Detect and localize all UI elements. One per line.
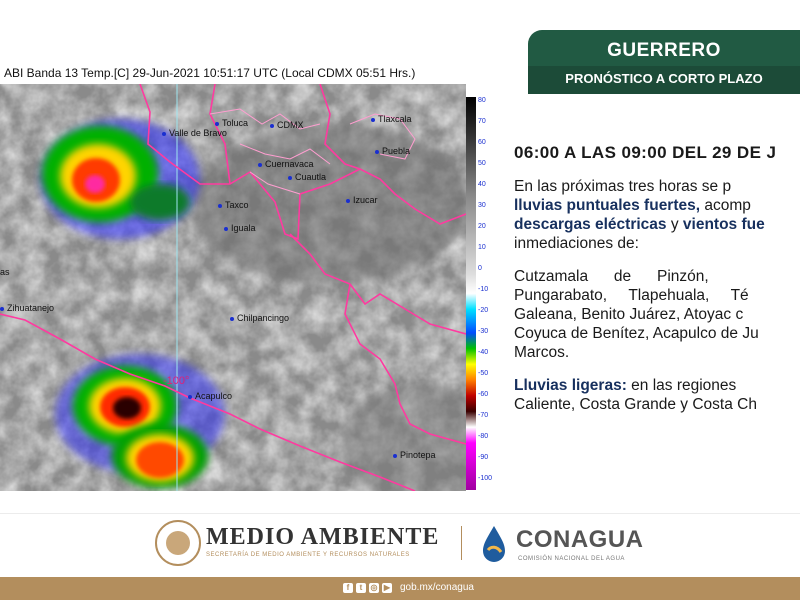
city-label: Cuautla (288, 172, 326, 182)
city-dot (346, 199, 350, 203)
city-label: CDMX (270, 120, 304, 130)
scale-ticks (478, 97, 498, 490)
city-label: Izucar (346, 195, 378, 205)
highlight-text: descargas eléctricas (514, 216, 667, 233)
scale-tick: 60 (478, 139, 486, 146)
conagua-subtitle: COMISIÓN NACIONAL DEL AGUA (518, 556, 625, 562)
mexico-seal-icon (155, 520, 201, 566)
scale-tick: 0 (478, 265, 482, 272)
city-label-partial: as (0, 267, 10, 277)
scale-tick: 70 (478, 118, 486, 125)
medio-ambiente-subtitle: SECRETARÍA DE MEDIO AMBIENTE Y RECURSOS NATURALES (206, 552, 410, 558)
highlight-text: lluvias puntuales fuertes, (514, 197, 701, 214)
youtube-icon[interactable]: ▶ (383, 583, 391, 592)
header-title: GUERRERO (607, 40, 721, 61)
forecast-paragraph-2 (514, 267, 800, 362)
scale-tick: -90 (478, 454, 489, 461)
conagua-drop-icon (479, 524, 509, 564)
satellite-map (0, 84, 466, 491)
text: En las próximas tres horas se p (514, 178, 732, 195)
scale-tick: -100 (478, 475, 493, 482)
satellite-title: ABI Banda 13 Temp.[C] 29-Jun-2021 10:51:17 UTC (Local CDMX 05:51 Hrs.) (4, 66, 416, 80)
facebook-icon[interactable]: f (343, 583, 353, 593)
highlight-text: vientos fue (682, 216, 765, 233)
text: Galeana, Benito Juárez, Atoyac c (514, 306, 744, 323)
header-subtitle: PRONÓSTICO A CORTO PLAZO (565, 71, 763, 86)
city-dot (224, 227, 228, 231)
gob-url-link[interactable]: gob.mx/conagua (400, 582, 474, 593)
scale-tick: 30 (478, 202, 486, 209)
city-dot (371, 118, 375, 122)
forecast-time-range: 06:00 A LAS 09:00 DEL 29 DE J (514, 143, 777, 162)
forecast-paragraph-1 (514, 177, 800, 253)
social-icons (343, 583, 392, 593)
city-label: Toluca (215, 118, 248, 128)
text: Marcos. (514, 344, 570, 361)
text: Caliente, Costa Grande y Costa Ch (514, 396, 757, 413)
city-label: Zihuatanejo (0, 303, 54, 313)
city-label: Chilpancingo (230, 313, 289, 323)
city-dot (258, 163, 262, 167)
text: acomp (700, 197, 751, 214)
city-label: Pinotepa (393, 450, 436, 460)
city-label: Iguala (224, 223, 256, 233)
city-dot (230, 317, 234, 321)
scale-tick: 40 (478, 181, 486, 188)
instagram-icon[interactable]: ◎ (370, 583, 378, 592)
twitter-icon[interactable]: t (356, 583, 366, 593)
city-dot (218, 204, 222, 208)
scale-tick: -20 (478, 307, 489, 314)
city-label: Puebla (375, 146, 410, 156)
longitude-label: -100° (163, 375, 190, 387)
scale-tick: -50 (478, 370, 489, 377)
text: Cutzamala de Pinzón, (514, 268, 709, 285)
city-dot (0, 307, 4, 311)
city-label: Valle de Bravo (162, 128, 227, 138)
scale-tick: -70 (478, 412, 489, 419)
city-label: Cuernavaca (258, 159, 314, 169)
header-badge (528, 30, 800, 94)
city-dot (393, 454, 397, 458)
logo-divider (461, 526, 462, 560)
temperature-color-scale (466, 97, 476, 490)
scale-tick: -40 (478, 349, 489, 356)
forecast-panel (514, 143, 800, 428)
highlight-text: Lluvias ligeras: (514, 377, 627, 394)
text: Coyuca de Benítez, Acapulco de Ju (514, 325, 759, 342)
city-label: Acapulco (188, 391, 232, 401)
scale-tick: 80 (478, 97, 486, 104)
scale-tick: 50 (478, 160, 486, 167)
city-dot (288, 176, 292, 180)
forecast-paragraph-3 (514, 376, 800, 414)
text: Pungarabato, Tlapehuala, Té (514, 287, 749, 304)
medio-ambiente-logo-text: MEDIO AMBIENTE (206, 524, 440, 550)
city-label: Taxco (218, 200, 249, 210)
city-dot (375, 150, 379, 154)
conagua-logo-text: CONAGUA (516, 526, 644, 553)
text: y (666, 216, 683, 233)
scale-tick: -30 (478, 328, 489, 335)
city-dot (270, 124, 274, 128)
scale-tick: 10 (478, 244, 486, 251)
city-dot (188, 395, 192, 399)
scale-tick: -60 (478, 391, 489, 398)
city-dot (215, 122, 219, 126)
text: en las regiones (626, 377, 737, 394)
scale-tick: -80 (478, 433, 489, 440)
scale-tick: -10 (478, 286, 489, 293)
scale-tick: 20 (478, 223, 486, 230)
text: inmediaciones de: (514, 235, 639, 252)
city-label: Tlaxcala (371, 114, 412, 124)
city-dot (162, 132, 166, 136)
